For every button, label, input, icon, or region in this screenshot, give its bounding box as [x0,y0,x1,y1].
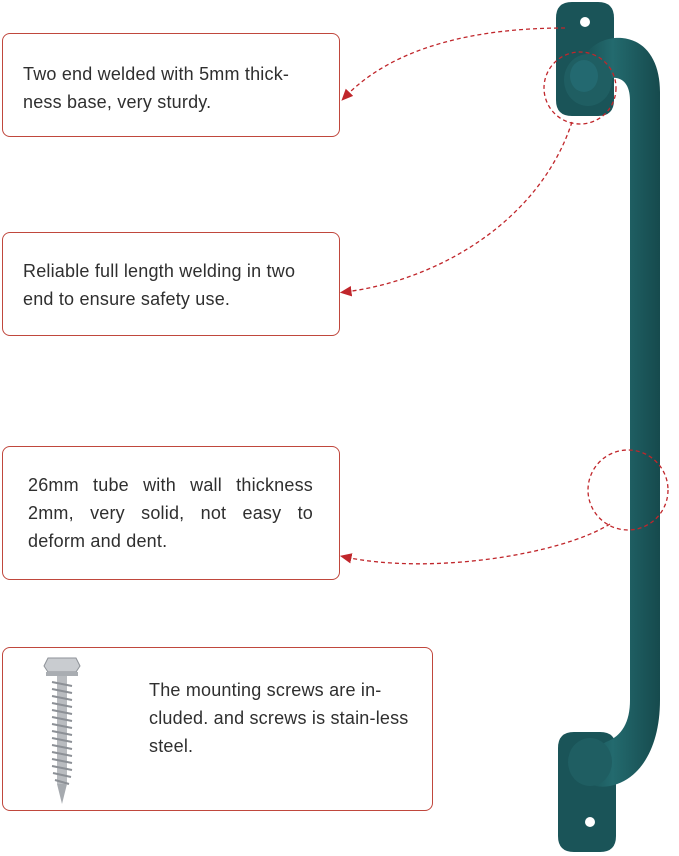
callout-text: Reliable full length welding in two end to ensure safety use. [23,261,296,309]
callout-text: Two end welded with 5mm thick-ness base, very sturdy. [23,64,290,112]
callout-full-length-welding [2,232,340,336]
callout-text: 26mm tube with wall thickness 2mm, very solid, not easy to deform and dent. [28,475,313,551]
arrow-tube-thickness [345,524,610,564]
top-mounting-plate [556,2,614,116]
tube-highlight-circle [588,450,668,530]
callout-welded-base [2,33,340,137]
screw-icon [40,652,84,808]
callout-tube-thickness [2,446,340,580]
bottom-mounting-plate [558,732,616,852]
arrow-full-length-welding [345,122,572,292]
callout-text: The mounting screws are in-cluded. and screws is stain-less steel. [149,680,409,756]
weld-highlight-circle [544,52,616,124]
top-weld-joint [564,54,612,106]
handle-tube [574,38,660,787]
bottom-weld-joint [568,738,612,786]
arrow-welded-base [345,28,565,97]
